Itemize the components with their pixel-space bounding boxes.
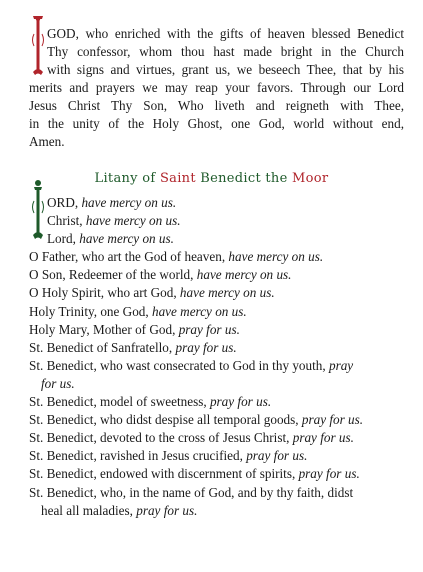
litany-row bbox=[29, 357, 409, 375]
response-text: pray for us. bbox=[178, 321, 240, 337]
litany-row bbox=[29, 339, 409, 357]
invocation-text: St. Benedict, who, in the name of God, and by thy faith, didst bbox=[29, 484, 354, 500]
invocation-text: St. Benedict of Sanfratello, bbox=[29, 339, 176, 355]
response-text: have mercy on us. bbox=[85, 213, 181, 229]
prayer-line: Thy confessor, whom thou hast made bright in the Church bbox=[47, 44, 404, 59]
response-text: for us. bbox=[41, 375, 75, 391]
response-text: have mercy on us. bbox=[151, 303, 247, 319]
litany-row bbox=[29, 484, 409, 502]
litany-row bbox=[29, 465, 409, 483]
litany-row-continuation bbox=[29, 375, 409, 393]
invocation-text: St. Benedict, who wast consecrated to God in thy youth, bbox=[29, 357, 329, 373]
litany-row bbox=[29, 212, 409, 230]
response-text: have mercy on us. bbox=[228, 249, 324, 265]
invocation-text: Holy Mary, Mother of God, bbox=[29, 321, 179, 337]
response-text: pray for us. bbox=[301, 412, 364, 428]
prayer-line: merits and prayers we may reap your favors. Through our Lord bbox=[29, 80, 404, 95]
litany-row bbox=[29, 429, 409, 447]
litany-row bbox=[29, 321, 409, 339]
litany-row-continuation bbox=[29, 502, 409, 520]
response-text: have mercy on us. bbox=[79, 231, 174, 247]
litany-row bbox=[29, 447, 409, 465]
litany-row bbox=[29, 393, 409, 411]
prayer-line: in the unity of the Holy Ghost, one God, world without end, bbox=[29, 116, 404, 131]
litany-list bbox=[29, 194, 409, 520]
invocation-text: St. Benedict, devoted to the cross of Jesus Christ, bbox=[29, 430, 293, 446]
prayer-line: Jesus Christ Thy Son, Who liveth and reigneth with Thee, bbox=[29, 98, 404, 113]
invocation-text: Holy Trinity, one God, bbox=[29, 303, 152, 319]
invocation-text: St. Benedict, ravished in Jesus crucified, bbox=[29, 448, 247, 464]
invocation-text: heal all maladies, bbox=[41, 502, 137, 518]
invocation-text: Lord, bbox=[47, 231, 80, 247]
response-text: pray for us. bbox=[292, 430, 354, 446]
response-text: pray for us. bbox=[136, 502, 198, 518]
title-word-benedict: Benedict the bbox=[200, 171, 293, 186]
invocation-text: St. Benedict, who didst despise all temporal goods, bbox=[29, 412, 302, 428]
response-text: pray for us. bbox=[209, 394, 272, 410]
response-text: have mercy on us. bbox=[81, 195, 177, 210]
litany-row bbox=[29, 266, 409, 284]
prayer-paragraph bbox=[29, 25, 404, 151]
prayer-line: with signs and virtues, grant us, we beseech Thee, that by his bbox=[47, 62, 404, 77]
invocation-text: St. Benedict, endowed with discernment of spirits, bbox=[29, 466, 299, 482]
litany-row bbox=[29, 284, 409, 302]
litany-title bbox=[0, 171, 423, 186]
response-text: have mercy on us. bbox=[179, 285, 275, 301]
prayer-line: Amen. bbox=[29, 134, 65, 149]
litany-row bbox=[29, 248, 409, 266]
title-word-litany: Litany of bbox=[94, 171, 160, 186]
title-word-moor: Moor bbox=[292, 171, 329, 186]
response-text: pray bbox=[328, 357, 354, 373]
litany-row bbox=[29, 194, 409, 212]
response-text: pray for us. bbox=[298, 466, 360, 482]
invocation-text: ORD, bbox=[47, 195, 82, 210]
invocation-text: O Holy Spirit, who art God, bbox=[29, 285, 180, 301]
invocation-text: O Son, Redeemer of the world, bbox=[29, 267, 197, 283]
invocation-text: Christ, bbox=[47, 213, 86, 229]
invocation-text: O Father, who art the God of heaven, bbox=[29, 249, 229, 265]
response-text: have mercy on us. bbox=[196, 267, 292, 283]
title-word-saint: Saint bbox=[159, 171, 201, 186]
response-text: pray for us. bbox=[175, 339, 237, 355]
prayer-line: GOD, who enriched with the gifts of heaven blessed Benedict bbox=[47, 26, 404, 41]
litany-row bbox=[29, 230, 409, 248]
response-text: pray for us. bbox=[246, 448, 308, 464]
litany-row bbox=[29, 411, 409, 429]
litany-row bbox=[29, 303, 409, 321]
invocation-text: St. Benedict, model of sweetness, bbox=[29, 394, 210, 410]
